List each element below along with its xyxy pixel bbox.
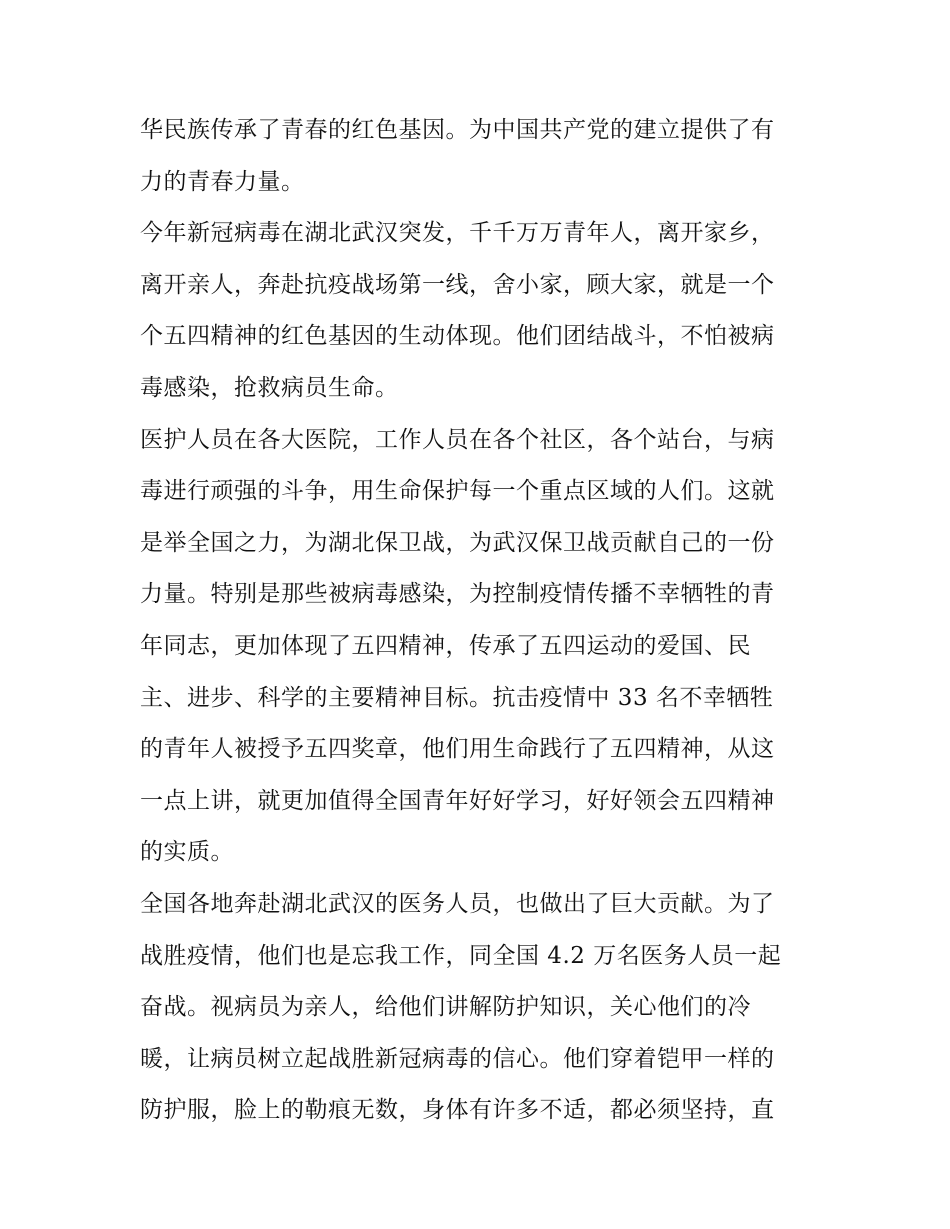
text-line: 是举全国之力，为湖北保卫战，为武汉保卫战贡献自己的一份 [140,529,775,556]
text-line: 毒进行顽强的斗争，用生命保护每一个重点区域的人们。这就 [140,478,775,505]
text-line: 暖，让病员树立起战胜新冠病毒的信心。他们穿着铠甲一样的 [140,1045,775,1072]
document-body [140,105,820,1137]
text-line: 毒感染，抢救病员生命。 [140,374,399,401]
text-line: 力的青春力量。 [140,168,305,195]
text-line: 力量。特别是那些被病毒感染，为控制疫情传播不幸牺牲的青 [140,581,775,608]
text-line: 主、进步、科学的主要精神目标。抗击疫情中 33 名不幸牺牲 [140,684,774,711]
text-line: 华民族传承了青春的红色基因。为中国共产党的建立提供了有 [140,117,775,143]
text-line: 个五四精神的红色基因的生动体现。他们团结战斗，不怕被病 [140,323,775,350]
text-line: 一点上讲，就更加值得全国青年好好学习，好好领会五四精神 [140,787,775,814]
text-line: 医护人员在各大医院，工作人员在各个社区，各个站台，与病 [140,426,775,453]
text-line: 离开亲人，奔赴抗疫战场第一线，舍小家，顾大家，就是一个 [140,271,775,298]
text-line: 奋战。视病员为亲人，给他们讲解防护知识，关心他们的冷 [140,994,751,1021]
text-line: 今年新冠病毒在湖北武汉突发，千千万万青年人，离开家乡， [140,220,775,247]
text-line: 防护服，脸上的勒痕无数，身体有许多不适，都必须坚持，直 [140,1097,775,1124]
text-line: 全国各地奔赴湖北武汉的医务人员，也做出了巨大贡献。为了 [140,890,775,917]
text-line: 的实质。 [140,839,234,866]
text-line: 的青年人被授予五四奖章，他们用生命践行了五四精神，从这 [140,736,775,763]
text-line: 年同志，更加体现了五四精神，传承了五四运动的爱国、民 [140,632,751,659]
text-line: 战胜疫情，他们也是忘我工作，同全国 4.2 万名医务人员一起 [140,942,782,969]
